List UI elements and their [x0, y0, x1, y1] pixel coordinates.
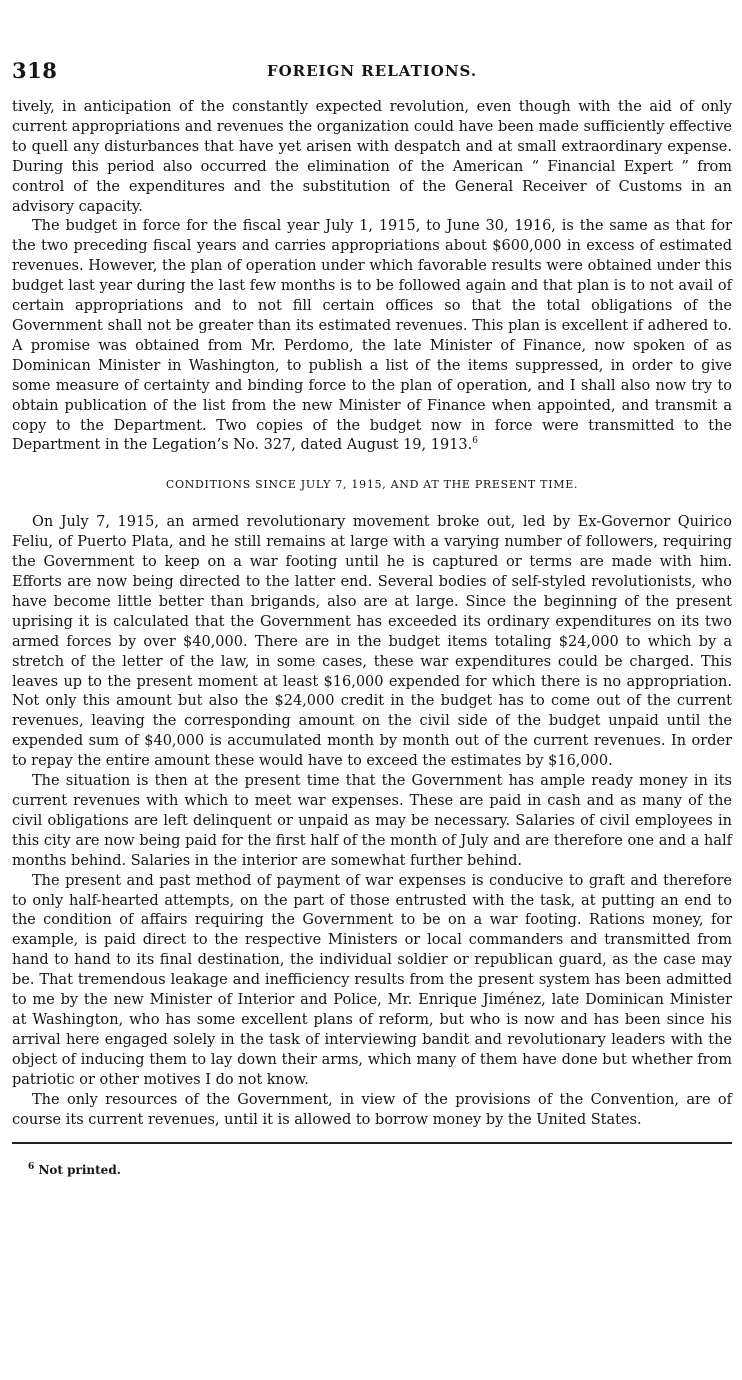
footnote-divider [12, 1142, 732, 1144]
body-text [12, 98, 732, 1130]
paragraph-continued: tively, in anticipation of the constantly expected revolution, even though with the aid of only current appropriations and revenues the organization could have been made sufficiently effective to quell any disturbances that have yet arisen with despatch and at small extraordinary expense. During this period also occurred the elimination of the American “ Financial Expert ” from control of the expenditures and the substitution of the General Receiver of Customs in an advisory capacity. [12, 99, 732, 215]
running-head: FOREIGN RELATIONS. [266, 62, 478, 80]
document-page [12, 58, 732, 1177]
section-heading: CONDITIONS SINCE JULY 7, 1915, AND AT THE PRESENT TIME. [165, 478, 579, 492]
page-header [12, 58, 732, 98]
footnote-text: Not printed. [38, 1163, 121, 1178]
paragraph-budget [12, 217, 732, 456]
paragraph-revolution: On July 7, 1915, an armed revolutionary movement broke out, led by Ex-Governor Quirico Feliu, of Puerto Plata, and he still remains at large with a varying number of followers, requiring the Government to keep on a war footing until he is captured or terms are made with him. Efforts are now being directed to the latter end. Several bodies of self-styled revolutionists, who have become little better than brigands, also are at large. Since the beginning of the present uprising it is calculated that the Government has exceeded its ordinary expenditures on its two armed forces by over $40,000. There are in the budget items totaling $24,000 to which by a stretch of the letter of the law, in some cases, these war expenditures could be charged. This leaves up to the present moment at least $16,000 expended for which there is no appropriation. Not only this amount but also the $24,000 credit in the budget has to come out of the current revenues, leaving the corresponding amount on the civil side of the budget unpaid until the expended sum of $40,000 is accumulated month by month out of the current revenues. In order to repay the entire amount these would have to exceed the estimates by $16,000. [12, 514, 732, 770]
paragraph-war-expenses: The present and past method of payment of war expenses is conducive to graft and therefore to only half-hearted attempts, on the part of those entrusted with the task, at putting an end to the condition of affairs requiring the Government to be on a war footing. Rations money, for example, is paid direct to the respective Ministers or local commanders and transmitted from hand to hand to its final destination, the individual soldier or republican guard, as the case may be. That tremendous leakage and inefficiency results from the present system has been admitted to me by the new Minister of Interior and Police, Mr. Enrique Jiménez, late Dominican Minister at Washington, who has some excellent plans of reform, but who is now and has been since his arrival here engaged solely in the task of interviewing bandit and revolutionary leaders with the object of inducing them to lay down their arms, which many of them have done but whether from patriotic or other motives I do not know. [12, 872, 732, 1088]
footnote-reference: 6 [472, 436, 478, 447]
footnote [12, 1163, 732, 1177]
footnote-marker: 6 [28, 1162, 35, 1173]
paragraph-budget-text: The budget in force for the fiscal year July 1, 1915, to June 30, 1916, is the same as that for the two preceding fiscal years and carries appropriations about $600,000 in excess of estimated revenues. However, the plan of operation under which favorable results were obtained under this budget last year during the last few months is to be followed again and that plan is to not avail of certain appropriations and to not fill certain offices so that the total obligations of the Government shall not be greater than its estimated revenues. This plan is excellent if adhered to. A promise was obtained from Mr. Perdomo, the late Minister of Finance, now spoken of as Dominican Minister in Washington, to publish a list of the items suppressed, in order to give some measure of certainty and binding force to the plan of operation, and I shall also now try to obtain publication of the list from the new Minister of Finance when appointed, and transmit a copy to the Department. Two copies of the budget now in force were transmitted to the Department in the Legation’s No. 327, dated August 19, 1913. [12, 218, 732, 454]
page-number: 318 [12, 58, 58, 83]
paragraph-resources: The only resources of the Government, in view of the provisions of the Convention, are of course its current revenues, until it is allowed to borrow money by the United States. [12, 1091, 732, 1128]
paragraph-situation: The situation is then at the present time that the Government has ample ready money in its current revenues with which to meet war expenses. These are paid in cash and as many of the civil obligations are left delinquent or unpaid as may be necessary. Salaries of civil employees in this city are now being paid for the first half of the month of July and are therefore one and a half months behind. Salaries in the interior are somewhat further behind. [12, 773, 732, 869]
